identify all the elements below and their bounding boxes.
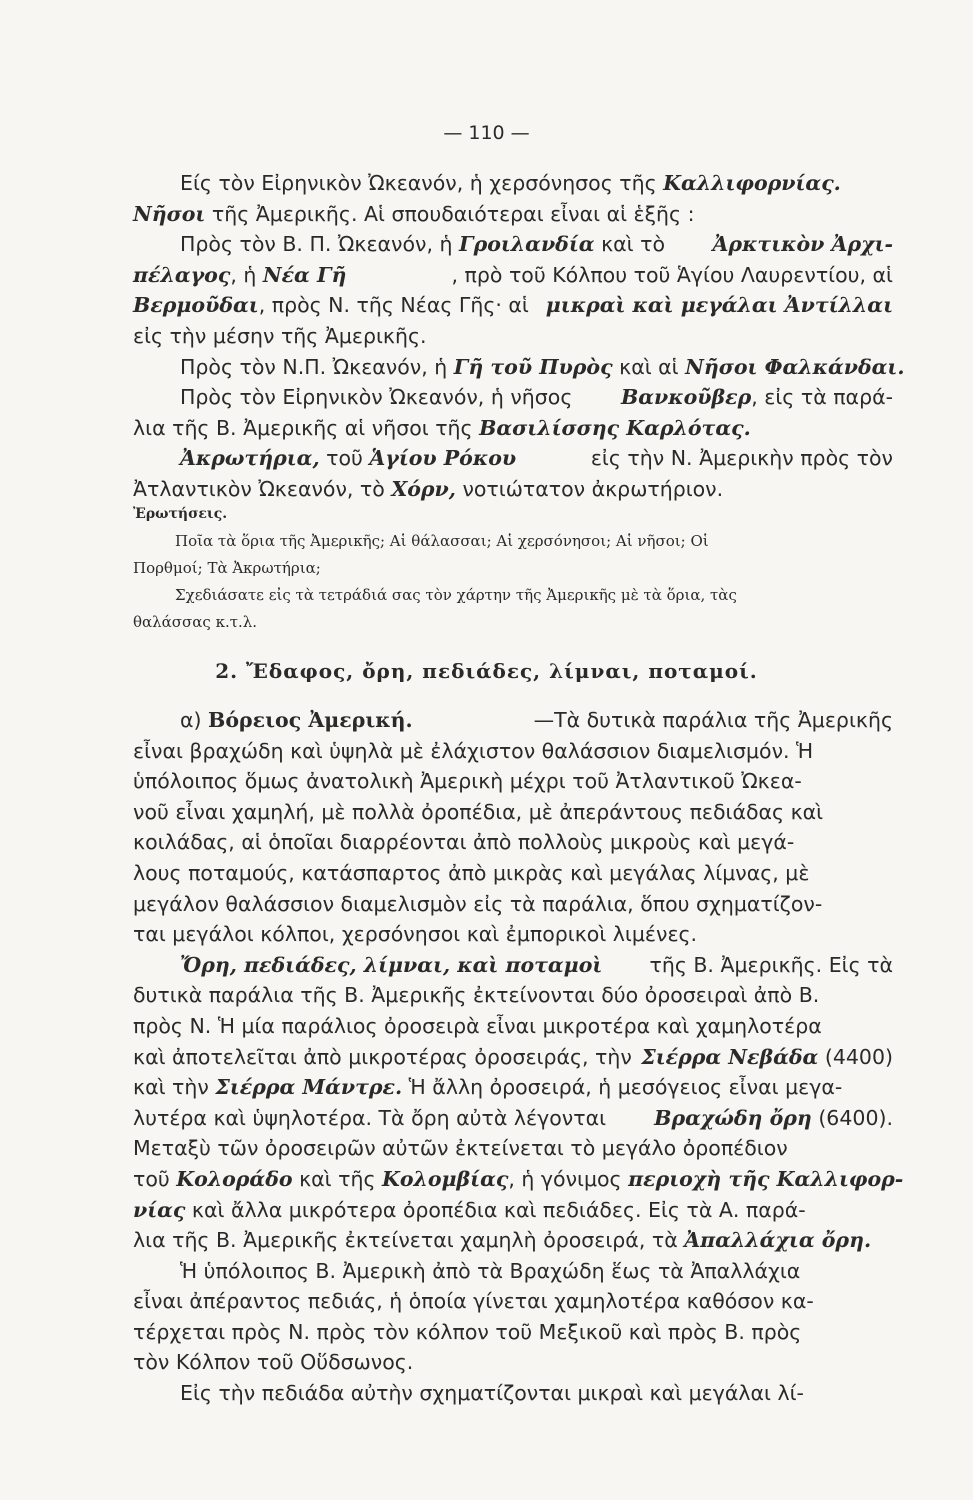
countries-islands-section <box>133 168 905 505</box>
text-line: Ὄρη, πεδιάδες, λίμναι, καὶ ποταμοὶ τῆς Β. Ἀμερικῆς. Εἰς τὰ <box>180 952 893 977</box>
text-line: δυτικὰ παράλια τῆς Β. Ἀμερικῆς ἐκτείνονται δύο ὀροσειραὶ ἀπὸ Β. <box>133 983 820 1008</box>
text-line: νίας καὶ ἄλλα μικρότερα ὀροπέδια καὶ πεδιάδες. Εἰς τὰ Α. παρά- <box>133 1197 806 1222</box>
text-line: λους ποταμούς, κατάσπαρτος ἀπὸ μικρὰς καὶ μεγάλας λίμνας, μὲ <box>133 860 810 885</box>
text-line: ται μεγάλοι κόλποι, χερσόνησοι καὶ ἐμπορικοὶ λιμένες. <box>133 922 698 947</box>
text-line: Πρὸς τὸν Εἰρηνικὸν Ὠκεανόν, ἡ νῆσος Βανκοῦβερ, εἰς τὰ παρά- <box>180 385 893 410</box>
text-line: ὑπόλοιπος ὅμως ἀνατολικὴ Ἀμερικὴ μέχρι τοῦ Ἀτλαντικοῦ Ὠκεα- <box>133 769 802 794</box>
text-line: πέλαγος, ἡ Νέα Γῆ , πρὸ τοῦ Κόλπου τοῦ Ἁγίου Λαυρεντίου, αἱ <box>133 262 893 287</box>
text-line: λυτέρα καὶ ὑψηλοτέρα. Τὰ ὄρη αὐτὰ λέγονται Βραχώδη ὄρη (6400). <box>133 1105 893 1130</box>
section-heading: 2. Ἔδαφος, ὄρη, πεδιάδες, λίμναι, ποταμοί. <box>215 659 758 683</box>
question-line: Ποῖα τὰ ὅρια τῆς Ἀμερικῆς; Αἱ θάλασσαι; Αἱ χερσόνησοι; Αἱ νῆσοι; Οἱ <box>175 532 709 550</box>
body-section <box>133 705 904 1409</box>
text-line: εἶναι ἀπέραντος πεδιάς, ἡ ὁποία γίνεται χαμηλοτέρα καθόσον κα- <box>133 1289 814 1314</box>
text-line: καὶ ἀποτελεῖται ἀπὸ μικροτέρας ὀροσειράς, τὴν Σιέρρα Νεβάδα (4400) <box>133 1044 893 1069</box>
text-line: λια τῆς Β. Ἀμερικῆς αἱ νῆσοι τῆς Βασιλίσσης Καρλότας. <box>133 415 751 440</box>
question-line: Πορθμοί; Τὰ Ἀκρωτήρια; <box>133 559 321 577</box>
question-line: Σχεδιάσατε εἰς τὰ τετράδιά σας τὸν χάρτην τῆς Ἀμερικῆς μὲ τὰ ὅρια, τὰς <box>175 586 737 604</box>
text-line: Είς τὸν Εἰρηνικὸν Ὠκεανόν, ἡ χερσόνησος τῆς Καλλιφορνίας. <box>180 171 841 195</box>
questions-section <box>133 500 893 636</box>
text-line: εἶναι βραχώδη καὶ ὑψηλὰ μὲ ἐλάχιστον θαλάσσιον διαμελισμόν. Ἡ <box>133 738 814 763</box>
text-line: καὶ τὴν Σιέρρα Μάντρε. Ἡ ἄλλη ὀροσειρά, ἡ μεσόγειος εἶναι μεγα- <box>133 1075 843 1100</box>
text-line: Νῆσοι τῆς Ἀμερικῆς. Αἱ σπουδαιότεραι εἶναι αἱ ἑξῆς : <box>133 201 695 226</box>
text-line: λια τῆς Β. Ἀμερικῆς ἐκτείνεται χαμηλὴ ὀροσειρά, τὰ Ἀπαλλάχια ὄρη. <box>133 1228 872 1253</box>
text-line: νοῦ εἶναι χαμηλή, μὲ πολλὰ ὀροπέδια, μὲ ἀπεράντους πεδιάδας καὶ <box>133 799 824 824</box>
text-line: Πρὸς τὸν Ν.Π. Ὠκεανόν, ἡ Γῆ τοῦ Πυρὸς καὶ αἱ Νῆσοι Φαλκάνδαι. <box>180 354 905 379</box>
text-line: Μεταξὺ τῶν ὀροσειρῶν αὐτῶν ἐκτείνεται τὸ μεγάλο ὀροπέδιον <box>133 1136 788 1161</box>
text-line: Βερμοῦδαι, πρὸς Ν. τῆς Νέας Γῆς· αἱ μικραὶ καὶ μεγάλαι Ἀντίλλαι <box>133 293 893 318</box>
text-line: κοιλάδας, αἱ ὁποῖαι διαρρέονται ἀπὸ πολλοὺς μικροὺς καὶ μεγά- <box>133 830 795 855</box>
text-line: τὸν Κόλπον τοῦ Οὕδσωνος. <box>133 1350 414 1375</box>
text-line: Ἡ ὑπόλοιπος Β. Ἀμερικὴ ἀπὸ τὰ Βραχώδη ἕως τὰ Ἀπαλλάχια <box>180 1258 801 1283</box>
text-line: μεγάλον θαλάσσιον διαμελισμὸν εἰς τὰ παράλια, ὅπου σχηματίζον- <box>133 891 823 916</box>
text-line: Ἀκρωτήρια, τοῦ Ἁγίου Ρόκου εἰς τὴν Ν. Ἀμερικὴν πρὸς τὸν <box>180 446 893 471</box>
questions-title: Ἐρωτήσεις. <box>133 506 228 522</box>
text-line: Πρὸς τὸν Β. Π. Ὠκεανόν, ἡ Γροιλανδία καὶ τὸ Ἀρκτικὸν Ἀρχι- <box>180 232 893 257</box>
text-line: α) Βόρειος Ἀμερική. —Τὰ δυτικὰ παράλια τῆς Ἀμερικῆς <box>180 708 893 732</box>
text-line: Ἀτλαντικὸν Ὠκεανόν, τὸ Χόρν, νοτιώτατον ἀκρωτήριον. <box>133 476 724 501</box>
text-line: πρὸς Ν. Ἡ μία παράλιος ὀροσειρὰ εἶναι μικροτέρα καὶ χαμηλοτέρα <box>133 1013 822 1038</box>
text-line: εἰς τὴν μέσην τῆς Ἀμερικῆς. <box>133 323 427 348</box>
text-line: τοῦ Κολοράδο καὶ τῆς Κολομβίας, ἡ γόνιμος περιοχὴ τῆς Καλλιφορ- <box>133 1166 904 1191</box>
page-number: — 110 — <box>443 122 530 144</box>
question-line: θαλάσσας κ.τ.λ. <box>133 613 258 631</box>
text-line: τέρχεται πρὸς Ν. πρὸς τὸν κόλπον τοῦ Μεξικοῦ καὶ πρὸς Β. πρὸς <box>133 1319 802 1344</box>
text-line: Εἰς τὴν πεδιάδα αὐτὴν σχηματίζονται μικραὶ καὶ μεγάλαι λί- <box>180 1381 804 1406</box>
